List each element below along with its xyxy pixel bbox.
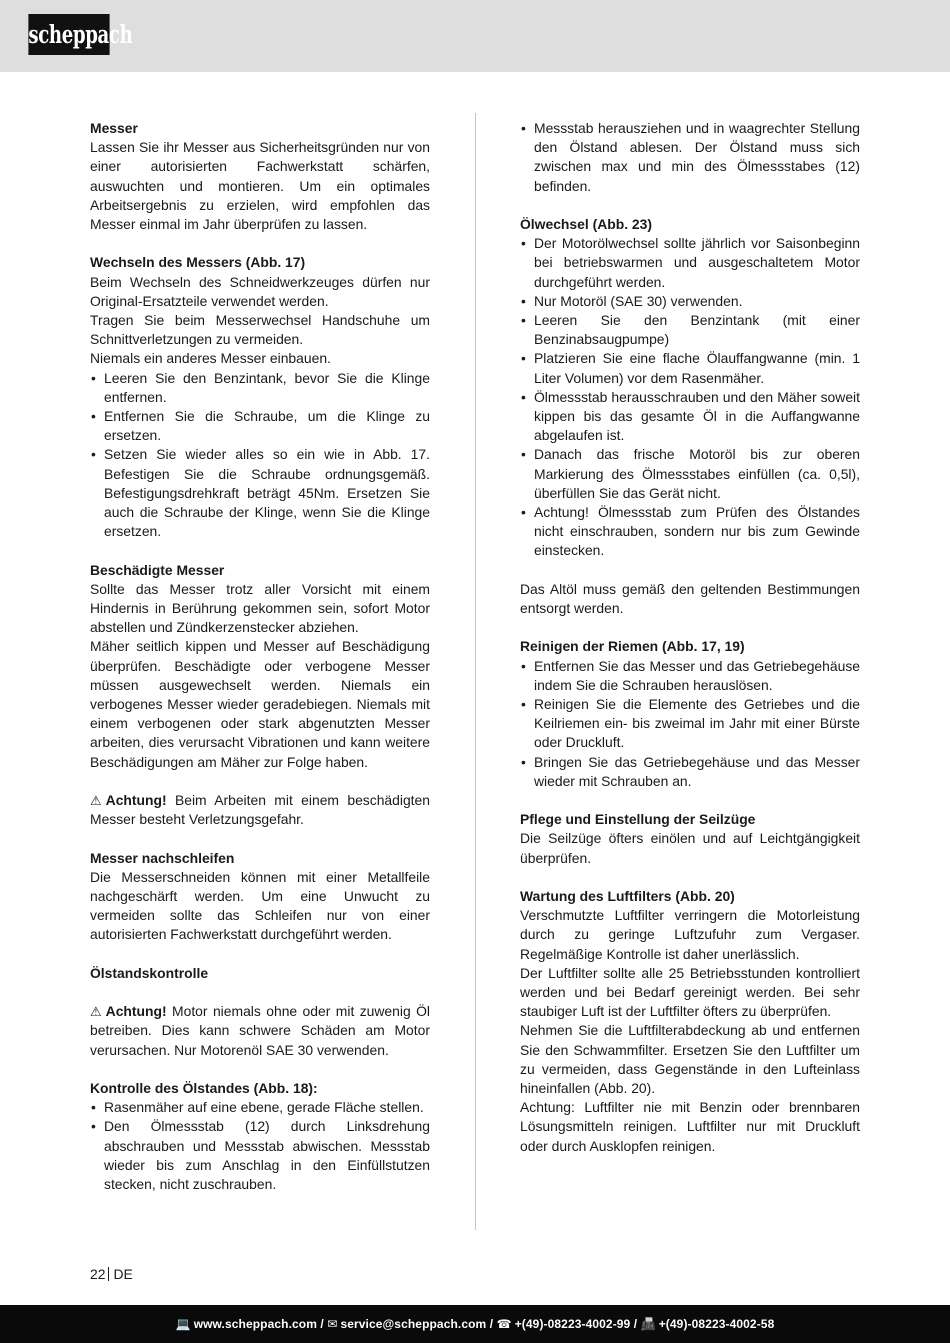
warning-label: Achtung! — [105, 792, 167, 809]
phone-icon: ☎ — [496, 1317, 512, 1331]
left-column — [90, 119, 430, 1194]
section-nachschleifen — [90, 849, 430, 945]
section-heading: Ölstandskontrolle — [90, 964, 209, 981]
warning-note — [90, 1002, 430, 1060]
warning-note — [90, 791, 430, 829]
paragraph: Verschmutzte Luftfilter verringern die Motorleistung durch zu geringe Luftzufuhr zum Vergaser. Regelmäßige Kontrolle ist daher unerlässlich. — [520, 907, 860, 962]
list-item: • Der Motorölwechsel sollte jährlich vor Saisonbeginn bei betriebswarmen und ausgeschaltetem Motor durchgeführt werden. — [520, 234, 860, 292]
list-item: • Den Ölmessstab (12) durch Linksdrehung abschrauben und Messstab abwischen. Messstab wieder bis zum Anschlag in den Einfüllstutzen stecken, nicht zuschrauben. — [90, 1117, 430, 1194]
right-column — [520, 119, 860, 1156]
list-item: • Leeren Sie den Benzintank (mit einer Benzinabsaugpumpe) — [520, 311, 860, 349]
paragraph: Tragen Sie beim Messerwechsel Handschuhe um Schnittverletzungen zu vermeiden. — [90, 312, 430, 348]
section-heading: Beschädigte Messer — [90, 561, 225, 578]
section-heading: Messer — [90, 120, 138, 136]
footer-phone: +(49)-08223-4002-99 / — [514, 1317, 638, 1331]
list-item: • Danach das frische Motoröl bis zur oberen Markierung des Ölmessstabes einfüllen (ca. 0,5l), überfüllen Sie das Gerät nicht. — [520, 445, 860, 503]
section-heading: Kontrolle des Ölstandes (Abb. 18): — [90, 1080, 318, 1097]
section-heading: Wartung des Luftfilters (Abb. 20) — [520, 888, 735, 905]
footer-email: service@scheppach.com / — [340, 1317, 494, 1331]
list-item: • Achtung! Ölmessstab zum Prüfen des Ölstandes nicht einschrauben, sondern nur bis zum Gewinde einstecken. — [520, 503, 860, 561]
section-kontrolle — [90, 1079, 430, 1194]
list-item: • Entfernen Sie das Messer und das Getriebegehäuse indem Sie die Schrauben herauslösen. — [520, 657, 860, 695]
section-altoel — [520, 580, 860, 618]
page-footer — [0, 1305, 950, 1343]
paragraph: Die Seilzüge öfters einölen und auf Leichtgängigkeit überprüfen. — [520, 830, 860, 866]
bullet-list — [90, 369, 430, 542]
section-heading: Reinigen der Riemen (Abb. 17, 19) — [520, 638, 745, 655]
warning-paragraph — [90, 791, 430, 829]
list-item: • Messstab herausziehen und in waagrechter Stellung den Ölstand ablesen. Der Ölstand muss sich zwischen max und min des Ölmessstabes (12) befinden. — [520, 119, 860, 196]
section-wechseln — [90, 253, 430, 541]
paragraph: Niemals ein anderes Messer einbauen. — [90, 350, 331, 367]
paragraph: Sollte das Messer trotz aller Vorsicht mit einem Hindernis in Berührung gekommen sein, sofort Motor abstellen und Zündkerzenstecker abziehen. — [90, 580, 430, 636]
paragraph: Der Luftfilter sollte alle 25 Betriebsstunden kontrolliert werden und bei Bedarf gereinigt werden. Bei sehr staubiger Luft ist der Luftfilter öfters zu überprüfen. — [520, 964, 860, 1020]
section-beschaedigt — [90, 561, 430, 772]
warning-text: Beim Arbeiten mit einem beschädigten Messer besteht Verletzungsgefahr. — [90, 792, 430, 828]
paragraph: Nehmen Sie die Luftfilterabdeckung ab und entfernen Sie den Schwammfilter. Ersetzen Sie den Luftfilter um zu vermeiden, dass Gegenstände in den Lufteinlass hineinfallen (Abb. 20). — [520, 1022, 860, 1097]
warning-icon: ⚠ — [90, 1004, 102, 1020]
list-item: • Setzen Sie wieder alles so ein wie in Abb. 17. Befestigen Sie die Schraube ordnungsgemäß. Befestigungsdrehkraft beträgt 45Nm. Ersetzen Sie auch die Schraube der Klinge, wenn Sie die Klinge ersetzen. — [90, 445, 430, 541]
column-divider — [475, 113, 476, 1230]
list-item: • Reinigen Sie die Elemente des Getriebes und die Keilriemen ein- bis zweimal im Jahr mit einer Bürste oder Druckluft. — [520, 695, 860, 753]
footer-website: www.scheppach.com / — [193, 1317, 324, 1331]
page-number-separator — [108, 1267, 109, 1281]
section-kontrolle-continued — [520, 119, 860, 196]
footer-fax: +(49)-08223-4002-58 — [658, 1317, 775, 1331]
bullet-list — [520, 657, 860, 791]
bullet-list — [520, 119, 860, 196]
bullet-list — [90, 1098, 430, 1194]
warning-icon: ⚠ — [90, 793, 102, 809]
mail-icon: ✉ — [327, 1317, 338, 1331]
section-seilzuege — [520, 810, 860, 868]
paragraph: Das Altöl muss gemäß den geltenden Bestimmungen entsorgt werden. — [520, 580, 860, 617]
section-oelstand — [90, 964, 430, 983]
warning-text: Motor niemals ohne oder mit zuwenig Öl betreiben. Dies kann schwere Schäden am Motor verursachen. Nur Motorenöl SAE 30 verwenden. — [90, 1003, 430, 1058]
paragraph: Lassen Sie ihr Messer aus Sicherheitsgründen nur von einer autorisierten Fachwerkstatt schärfen, auswuchten und montieren. Um ein optimales Arbeitsergebnis zu erzielen, wird empfohlen das Messer einmal im Jahr überprüfen zu lassen. — [90, 139, 430, 233]
list-item: • Bringen Sie das Getriebegehäuse und das Messer wieder mit Schrauben an. — [520, 753, 860, 791]
paragraph: Mäher seitlich kippen und Messer auf Beschädigung überprüfen. Beschädigte oder verbogene Messer müssen ausgewechselt werden. Niemals ein verbogenes Messer wieder geradebiegen. Niemals mit einem verbogenen oder stark abgenutzten Messer arbeiten, dies verursacht Vibrationen und kann weitere Beschädigungen am Mäher zur Folge haben. — [90, 638, 430, 770]
section-heading: Messer nachschleifen — [90, 849, 235, 866]
list-item: • Ölmessstab herausschrauben und den Mäher soweit kippen bis das gesamte Öl in die Auffangwanne abgelaufen ist. — [520, 388, 860, 446]
warning-paragraph — [90, 1002, 430, 1060]
bullet-list — [520, 234, 860, 560]
page-number — [90, 1265, 133, 1283]
warning-label: Achtung! — [105, 1003, 167, 1020]
section-luftfilter — [520, 887, 860, 1156]
section-heading: Wechseln des Messers (Abb. 17) — [90, 254, 306, 271]
page-header — [0, 0, 950, 72]
paragraph: Achtung: Luftfilter nie mit Benzin oder brennbaren Lösungsmitteln reinigen. Luftfilter nur mit Druckluft oder durch Ausklopfen reinigen. — [520, 1099, 860, 1154]
section-heading: Ölwechsel (Abb. 23) — [520, 216, 652, 232]
section-riemen — [520, 637, 860, 791]
page-language: DE — [113, 1266, 133, 1282]
computer-icon: 💻 — [175, 1317, 191, 1331]
list-item: • Leeren Sie den Benzintank, bevor Sie die Klinge entfernen. — [90, 369, 430, 407]
list-item: • Rasenmäher auf eine ebene, gerade Fläche stellen. — [90, 1098, 430, 1117]
paragraph: Die Messerschneiden können mit einer Metallfeile nachgeschärft werden. Um eine Unwucht zu vermeiden sollte das Schleifen nur von einer autorisierten Fachwerkstatt durchgeführt werden. — [90, 868, 430, 943]
brand-logo: scheppach — [28, 14, 109, 55]
list-item: • Nur Motoröl (SAE 30) verwenden. — [520, 292, 860, 311]
list-item: • Platzieren Sie eine flache Ölauffangwanne (min. 1 Liter Volumen) vor dem Rasenmäher. — [520, 349, 860, 387]
section-heading: Pflege und Einstellung der Seilzüge — [520, 811, 756, 828]
fax-icon: 📠 — [640, 1317, 656, 1331]
section-messer — [90, 119, 430, 234]
page-number-value: 22 — [90, 1266, 106, 1282]
section-oelwechsel — [520, 215, 860, 561]
paragraph: Beim Wechseln des Schneidwerkzeuges dürfen nur Original-Ersatzteile verwendet werden. — [90, 273, 430, 309]
list-item: • Entfernen Sie die Schraube, um die Klinge zu ersetzen. — [90, 407, 430, 445]
